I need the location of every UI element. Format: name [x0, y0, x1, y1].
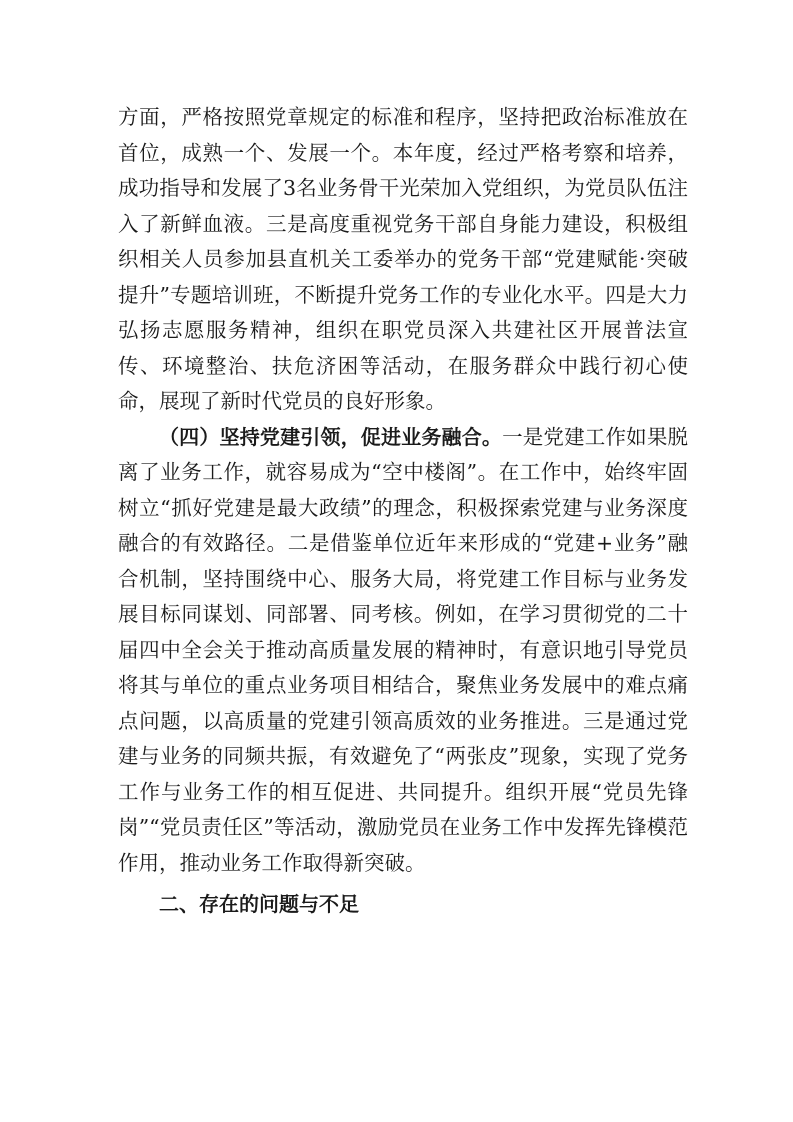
- body-text: [118, 100, 688, 923]
- paragraph-section-four: [118, 420, 688, 882]
- paragraph-continuation: 方面，严格按照党章规定的标准和程序，坚持把政治标准放在首位，成熟一个、发展一个。本年度，经过严格考察和培养，成功指导和发展了3名业务骨干光荣加入党组织，为党员队伍注入了新鲜血液。三是高度重视党务干部自身能力建设，积极组织相关人员参加县直机关工委举办的党务干部“党建赋能·突破提升”专题培训班，不断提升党务工作的专业化水平。四是大力弘扬志愿服务精神，组织在职党员深入共建社区开展普法宣传、环境整治、扶危济困等活动，在服务群众中践行初心使命，展现了新时代党员的良好形象。: [118, 105, 688, 413]
- section-heading: 二、存在的问题与不足: [159, 892, 359, 916]
- section-four-lead: （四）坚持党建引领，促进业务融合。: [159, 424, 503, 449]
- section-four-body: 一是党建工作如果脱离了业务工作，就容易成为“空中楼阁”。在工作中，始终牢固树立“抓好党建是最大政绩”的理念，积极探索党建与业务深度融合的有效路径。二是借鉴单位近年来形成的“党建+业务”融合机制，坚持围绕中心、服务大局，将党建工作目标与业务发展目标同谋划、同部署、同考核。例如，在学习贯彻党的二十届四中全会关于推动高质量发展的精神时，有意识地引导党员将其与单位的重点业务项目相结合，聚焦业务发展中的难点痛点问题，以高质量的党建引领高质效的业务推进。三是通过党建与业务的同频共振，有效避免了“两张皮”现象，实现了党务工作与业务工作的相互促进、共同提升。组织开展“党员先锋岗”“党员责任区”等活动，激励党员在业务工作中发挥先锋模范作用，推动业务工作取得新突破。: [118, 424, 689, 875]
